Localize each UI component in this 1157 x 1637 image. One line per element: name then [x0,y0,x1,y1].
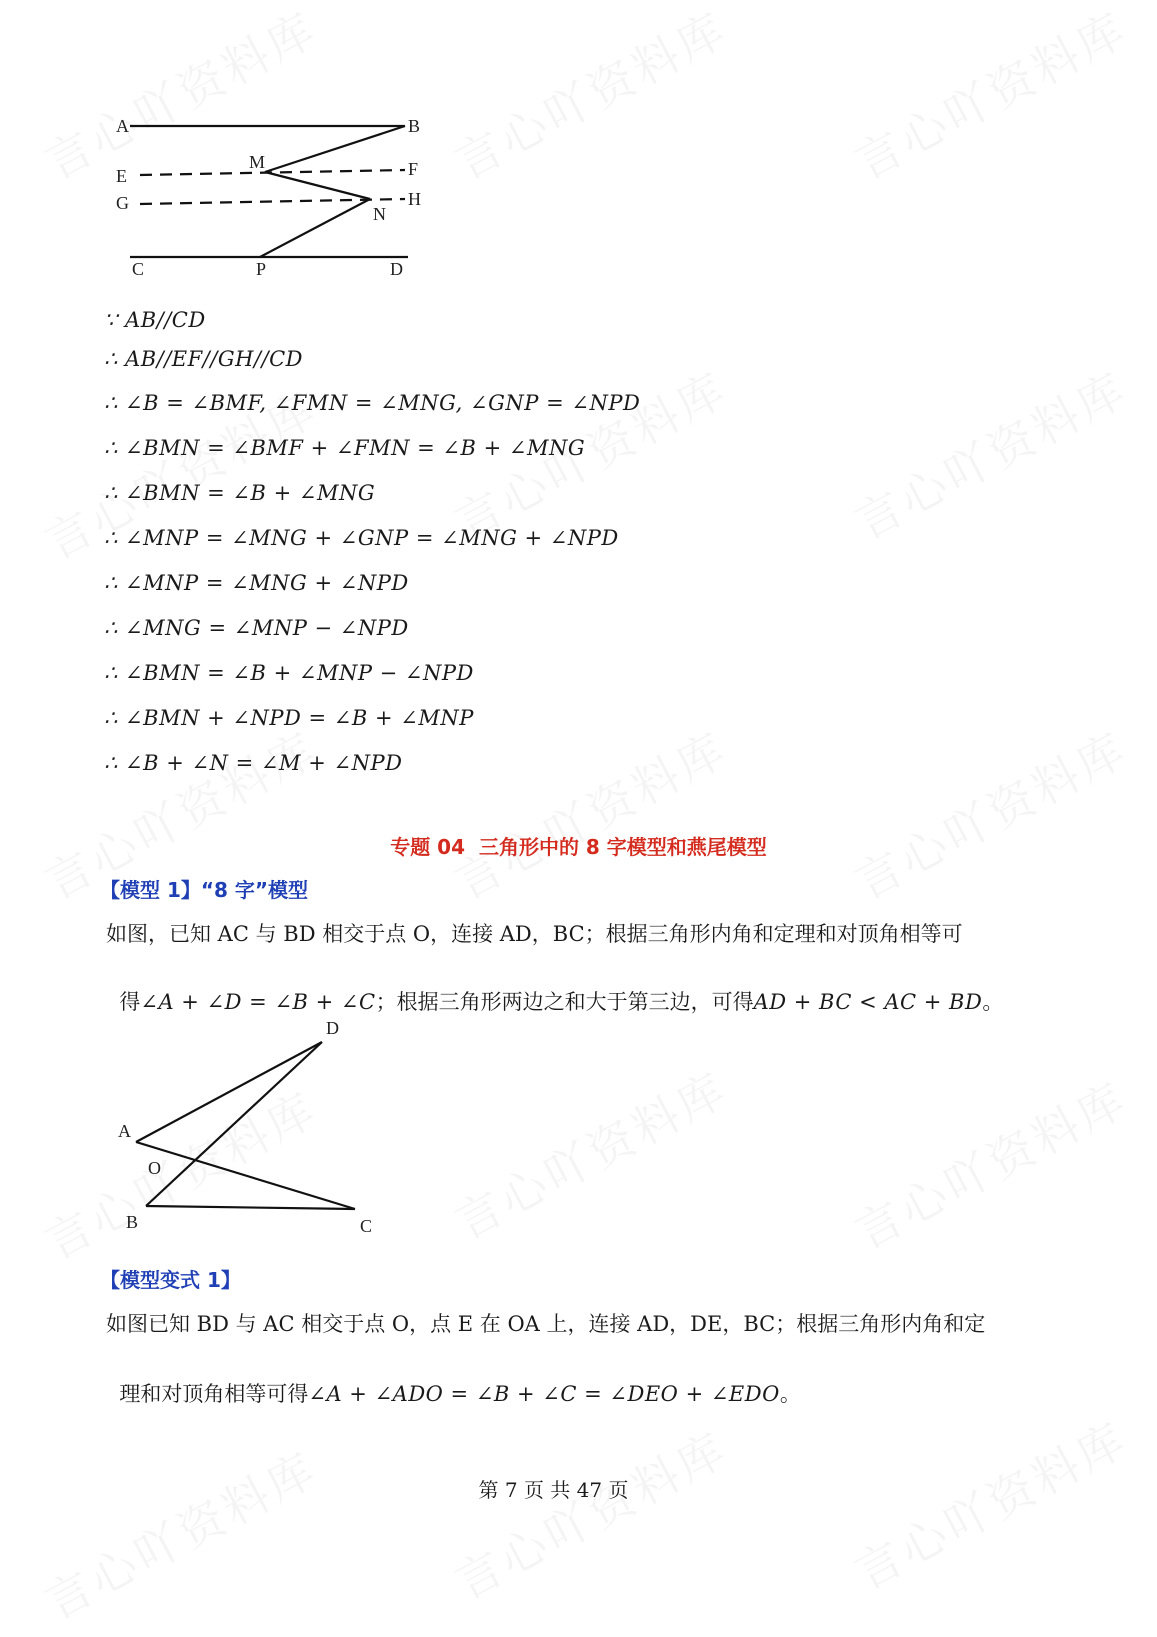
eight-shape-figure [110,1012,400,1240]
segment-mn [265,172,370,199]
watermark [32,1433,328,1632]
model1-paragraph-line1: 如图，已知 AC 与 BD 相交于点 O，连接 AD，BC；根据三角形内角和定理和对顶角相等可 [106,922,963,946]
segment-bc [146,1206,355,1209]
proof-line: ∴ ∠MNG = ∠MNP − ∠NPD [104,616,409,640]
watermark [442,0,738,193]
variant1-math: ∠A + ∠ADO = ∠B + ∠C = ∠DEO + ∠EDO [308,1382,780,1406]
watermark [842,353,1138,552]
proof-line: ∵ AB//CD [104,308,206,332]
segment-ad [136,1042,322,1142]
segment-ca [136,1142,355,1209]
proof-line: ∴ ∠MNP = ∠MNG + ∠GNP = ∠MNG + ∠NPD [104,526,619,550]
variant1-text-b: 。 [779,1382,801,1406]
watermark [842,1403,1138,1602]
proof-line: ∴ ∠MNP = ∠MNG + ∠NPD [104,571,409,595]
page-footer: 第 7 页 共 47 页 [478,1478,629,1502]
variant1-text-a: 理和对顶角相等可得 [119,1382,309,1406]
section-title: 专题 04 三角形中的 8 字模型和燕尾模型 [390,835,767,859]
watermark [842,1063,1138,1262]
parallel-lines-figure [100,105,440,290]
watermark [842,0,1138,193]
label-a: A [116,116,129,136]
model1-text-c: 。 [982,990,1004,1014]
proof-line: ∴ ∠BMN = ∠B + ∠MNG [104,481,376,505]
label-n: N [373,204,386,224]
label-o: O [148,1158,161,1178]
variant1-paragraph-line1: 如图已知 BD 与 AC 相交于点 O，点 E 在 OA 上，连接 AD，DE，BC；根据三角形内角和定 [106,1312,986,1336]
segment-db [146,1042,322,1206]
proof-line: ∴ ∠BMN = ∠BMF + ∠FMN = ∠B + ∠MNG [104,436,586,460]
variant1-heading: 【模型变式 1】 [100,1268,241,1292]
label-d: D [390,259,403,279]
model1-paragraph-line2 [106,962,1003,1016]
label-c: C [132,259,145,279]
label-d: D [326,1018,339,1038]
model1-math-sides: AD + BC < AC + BD [753,990,983,1014]
label-a: A [118,1121,131,1141]
variant1-paragraph-line2 [106,1354,801,1408]
label-e: E [116,166,127,186]
model1-text-a: 得 [119,990,141,1014]
proof-line: ∴ AB//EF//GH//CD [104,347,303,371]
label-c: C [360,1216,373,1236]
segment-bm [265,126,405,172]
label-f: F [408,159,419,179]
model1-math-angles: ∠A + ∠D = ∠B + ∠C [140,990,376,1014]
label-m: M [249,152,266,172]
proof-line: ∴ ∠BMN + ∠NPD = ∠B + ∠MNP [104,706,474,730]
watermark [842,713,1138,912]
label-b: B [126,1212,139,1232]
watermark [442,1053,738,1252]
label-p: P [256,259,267,279]
segment-np [260,199,370,257]
label-b: B [408,116,421,136]
label-g: G [116,193,129,213]
label-h: H [408,189,421,209]
proof-line: ∴ ∠B + ∠N = ∠M + ∠NPD [104,751,403,775]
watermark [442,1413,738,1612]
model1-heading: 【模型 1】“8 字”模型 [100,878,309,902]
proof-line: ∴ ∠BMN = ∠B + ∠MNP − ∠NPD [104,661,474,685]
model1-text-b: ；根据三角形两边之和大于第三边，可得 [375,990,754,1014]
proof-line: ∴ ∠B = ∠BMF, ∠FMN = ∠MNG, ∠GNP = ∠NPD [104,391,641,415]
watermark [442,713,738,912]
